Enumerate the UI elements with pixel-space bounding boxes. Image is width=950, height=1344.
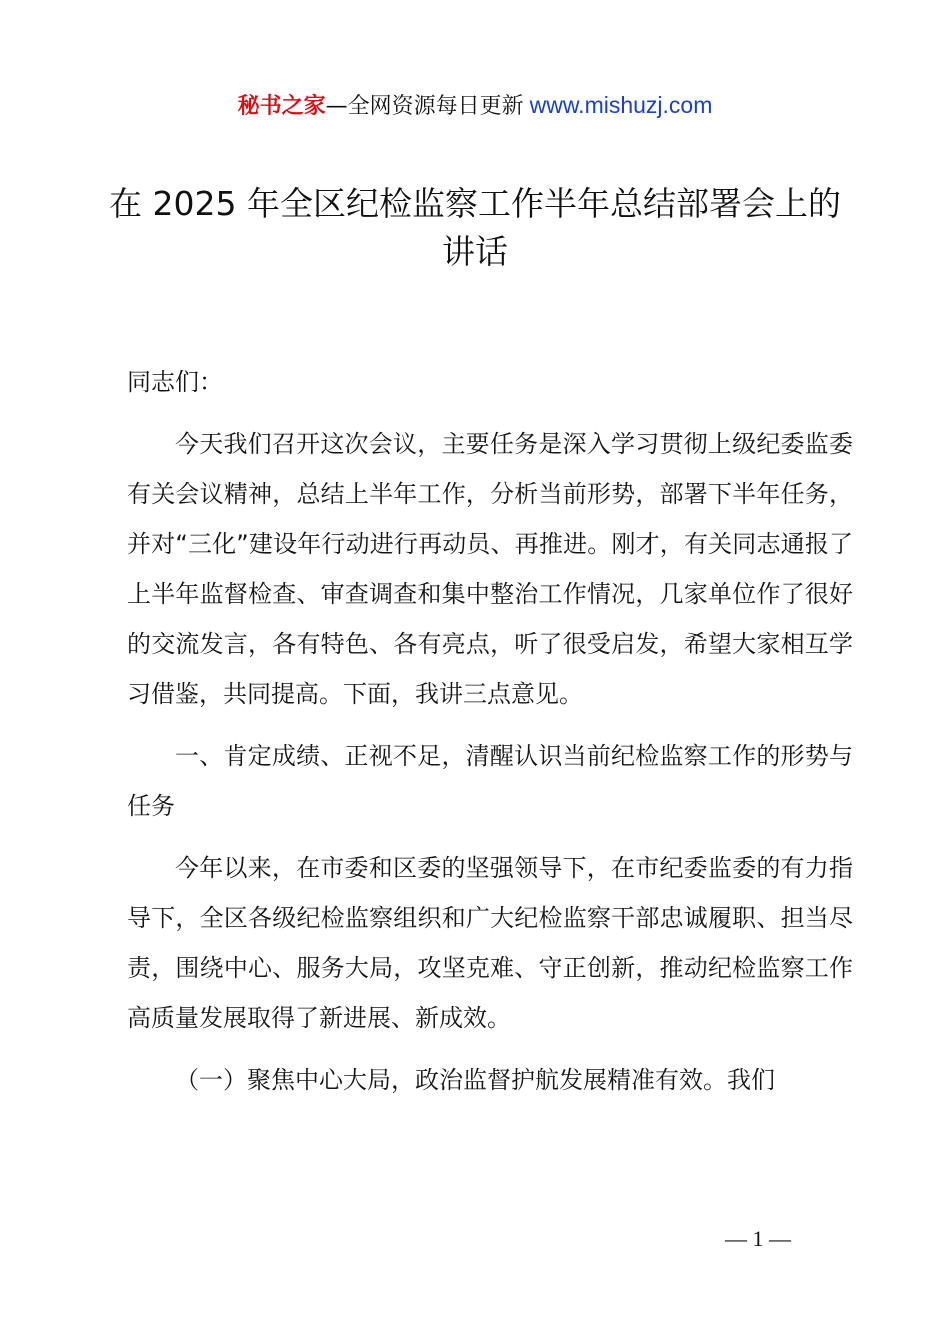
subsection-heading-1: （一）聚焦中心大局，政治监督护航发展精准有效。我们	[175, 1066, 775, 1094]
document-title: 在 2025 年全区纪检监察工作半年总结部署会上的讲话	[109, 184, 841, 271]
paragraph-intro: 今天我们召开这次会议，主要任务是深入学习贯彻上级纪委监委有关会议精神，总结上半年工作，分析当前形势，部署下半年任务，并对“三化”建设年行动进行再动员、再推进。刚才，有关同志通报了上半年监督检查、审查调查和集中整治工作情况，几家单位作了很好的交流发言，各有特色、各有亮点，听了很受启发，希望大家相互学习借鉴，共同提高。下面，我讲三点意见。	[127, 430, 853, 708]
section-heading-1: 一、肯定成绩、正视不足，清醒认识当前纪检监察工作的形势与任务	[127, 742, 853, 820]
site-url-link[interactable]: www.mishuzj.com	[529, 92, 713, 118]
paragraph-achievements: 今年以来，在市委和区委的坚强领导下，在市纪委监委的有力指导下，全区各级纪检监察组织和广大纪检监察干部忠诚履职、担当尽责，围绕中心、服务大局，攻坚克难、守正创新，推动纪检监察工作高质量发展取得了新进展、新成效。	[127, 854, 853, 1032]
document-body	[127, 357, 853, 1117]
watermark-header	[0, 88, 950, 124]
page-number: — 1 —	[725, 1226, 791, 1251]
brand-name: 秘书之家	[237, 94, 326, 119]
greeting: 同志们：	[127, 368, 223, 396]
header-slogan: —全网资源每日更新	[325, 94, 524, 119]
